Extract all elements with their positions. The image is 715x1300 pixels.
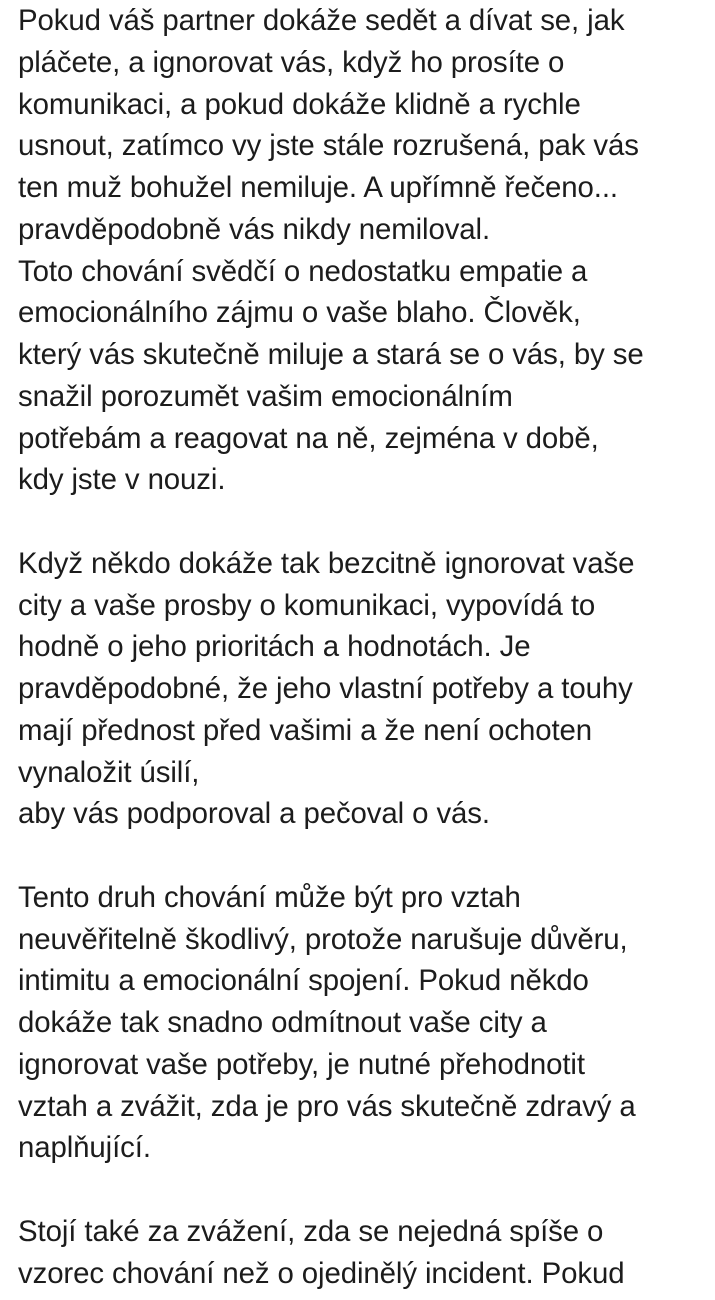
- paragraph-2: [18, 543, 708, 835]
- text-line: emocionálního zájmu o vaše blaho. Člověk,: [18, 296, 581, 330]
- text-line: dokáže tak snadno odmítnout vaše city a: [18, 1006, 547, 1039]
- text-line: vzorec chování než o ojedinělý incident. Pokud: [18, 1256, 625, 1290]
- text-line: naplňující.: [18, 1131, 151, 1165]
- text-line: Toto chování svědčí o nedostatku empatie a: [18, 254, 588, 288]
- text-line: Tento druh chování může být pro vztah: [18, 880, 521, 914]
- text-line: potřebám a reagovat na ně, zejména v době,: [18, 421, 599, 455]
- text-line: vztah a zvážit, zda je pro vás skutečně zdravý a: [18, 1089, 636, 1123]
- text-line: Stojí také za zvážení, zda se nejedná spíše o: [18, 1214, 604, 1248]
- text-line: snažil porozumět vašim emocionálním: [18, 379, 513, 413]
- paragraph-gap: [18, 835, 708, 877]
- text-line: Pokud váš partner dokáže sedět a dívat se, jak: [18, 4, 625, 37]
- paragraph-gap: [18, 1169, 708, 1211]
- paragraph-1: [18, 0, 708, 501]
- text-line: kdy jste v nouzi.: [18, 463, 226, 497]
- text-line: který vás skutečně miluje a stará se o vás, by se: [18, 338, 644, 371]
- paragraph-4: [18, 1211, 708, 1295]
- text-line: pravděpodobně vás nikdy nemiloval.: [18, 212, 491, 246]
- text-line: ignorovat vaše potřeby, je nutné přehodnotit: [18, 1047, 585, 1081]
- text-line: pravděpodobné, že jeho vlastní potřeby a touhy: [18, 672, 633, 705]
- text-line: pláčete, a ignorovat vás, když ho prosíte o: [18, 45, 565, 79]
- text-line: ten muž bohužel nemiluje. A upřímně řečeno...: [18, 171, 618, 204]
- post-body: [18, 0, 708, 1294]
- text-line: city a vaše prosby o komunikaci, vypovídá to: [18, 588, 596, 622]
- paragraph-gap: [18, 501, 708, 543]
- text-line: aby vás podporoval a pečoval o vás.: [18, 797, 490, 831]
- text-line: neuvěřitelně škodlivý, protože narušuje důvěru,: [18, 922, 628, 956]
- text-line: hodně o jeho prioritách a hodnotách. Je: [18, 630, 531, 664]
- text-line: Když někdo dokáže tak bezcitně ignorovat vaše: [18, 546, 635, 580]
- text-line: komunikaci, a pokud dokáže klidně a rychle: [18, 87, 581, 121]
- paragraph-3: [18, 877, 708, 1169]
- text-line: intimitu a emocionální spojení. Pokud někdo: [18, 964, 589, 998]
- text-line: mají přednost před vašimi a že není ochoten: [18, 713, 593, 747]
- text-line: usnout, zatímco vy jste stále rozrušená, pak vás: [18, 129, 639, 163]
- text-line: vynaložit úsilí,: [18, 755, 200, 789]
